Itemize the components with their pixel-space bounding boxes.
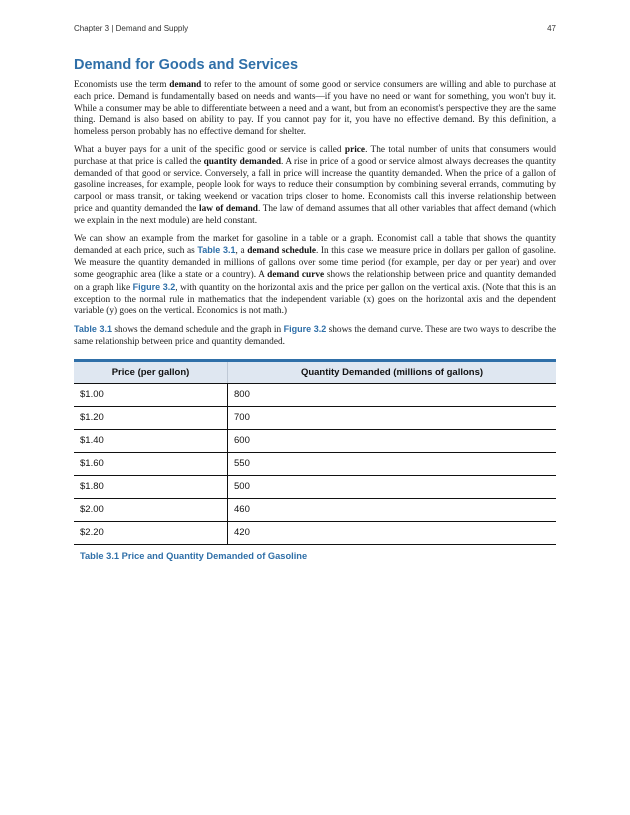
- chapter-label: Chapter 3 | Demand and Supply: [74, 24, 189, 33]
- table-row: [74, 475, 556, 498]
- term-price: price: [344, 144, 366, 155]
- quantity-cell: 420: [228, 521, 557, 544]
- link-table-3-1[interactable]: Table 3.1: [74, 324, 112, 335]
- column-header-quantity: Quantity Demanded (millions of gallons): [228, 360, 557, 383]
- paragraph-price-law-of-demand: [74, 145, 556, 228]
- table-row: [74, 498, 556, 521]
- paragraph-demand-definition: [74, 80, 556, 139]
- quantity-cell: 800: [228, 383, 557, 406]
- term-law-of-demand: law of demand: [199, 203, 258, 214]
- link-table-3-1[interactable]: Table 3.1: [197, 245, 236, 256]
- price-cell: $1.00: [74, 383, 228, 406]
- quantity-cell: 500: [228, 475, 557, 498]
- price-cell: $2.00: [74, 498, 228, 521]
- table-caption: Table 3.1 Price and Quantity Demanded of Gasoline: [80, 550, 308, 561]
- price-cell: $1.40: [74, 429, 228, 452]
- quantity-cell: 460: [228, 498, 557, 521]
- quantity-cell: 700: [228, 406, 557, 429]
- text-run: shows the demand curve. These are two ways to describe the same relationship between price and quantity demanded.: [74, 325, 556, 347]
- term-quantity-demanded: quantity demanded: [203, 156, 282, 167]
- term-demand-schedule: demand schedule: [247, 246, 316, 257]
- price-cell: $2.20: [74, 521, 228, 544]
- quantity-cell: 550: [228, 452, 557, 475]
- text-run: shows the demand schedule and the graph in: [111, 325, 284, 336]
- text-run: . The total number of units that consumers would purchase at that price is called the: [74, 144, 557, 167]
- column-header-price: Price (per gallon): [74, 360, 228, 383]
- table-row: [74, 452, 556, 475]
- running-head: [74, 24, 556, 38]
- text-run: We can show an example from the market for gasoline in a table or a graph. Economist call a table that shows the quantity demanded at each price, such as: [74, 233, 556, 257]
- term-demand: demand: [169, 80, 202, 90]
- demand-schedule-table: [74, 359, 556, 545]
- text-run: . The law of demand assumes that all other variables that affect demand (which we explain in the next module) are held constant.: [74, 203, 556, 226]
- page-number: 47: [547, 24, 556, 33]
- main-content: [74, 56, 556, 561]
- text-run: Economists use the term: [74, 80, 170, 90]
- table-row: [74, 406, 556, 429]
- text-run: . In this case we measure price in dollars per gallon of gasoline. We measure the quantity demanded in millions of gallons over some time period (for example, per day or per year) and over some geographic area (like a state or a country). A: [74, 246, 556, 280]
- table-header-row: [74, 360, 556, 383]
- text-run: , with quantity on the horizontal axis and the price per gallon on the vertical axis. (Note that this is an exception to the normal rule in mathematics that the independent variable (x) goes on the horizontal axis and the dependent variable (y) goes on the vertical. Economics is not math.): [74, 282, 556, 317]
- text-run: shows the relationship between price and quantity demanded on a graph like: [74, 269, 556, 293]
- table-row: [74, 383, 556, 406]
- price-cell: $1.20: [74, 406, 228, 429]
- table-row: [74, 429, 556, 452]
- text-run: What a buyer pays for a unit of the specific good or service is called: [74, 144, 345, 155]
- text-run: , a: [235, 246, 248, 257]
- quantity-cell: 600: [228, 429, 557, 452]
- section-title: Demand for Goods and Services: [74, 57, 299, 73]
- text-run: to refer to the amount of some good or service consumers are willing and able to purchase at each price. Demand is fundamentally based on needs and wants—if you have no need or want for something, you won't buy it. While a consumer may be able to differentiate between a need and a want, but from an economist's perspective they are the same thing. Demand is also based on ability to pay. If you cannot pay for it, you have no effective demand. By this definition, a homeless person probably has no effective demand for shelter.: [74, 80, 556, 138]
- price-cell: $1.80: [74, 475, 228, 498]
- paragraph-demand-schedule: [74, 234, 556, 319]
- link-figure-3-2[interactable]: Figure 3.2: [283, 324, 327, 335]
- term-demand-curve: demand curve: [267, 269, 325, 280]
- text-run: . A rise in price of a good or service almost always decreases the quantity demanded of that good or service. Conversely, a fall in price will increase the quantity demanded. When the price of a gallon of gasoline increases, for example, people look for ways to reduce their consumption by combining several errands, commuting by carpool or mass transit, or taking weekend or vacation trips closer to home. Economists call this inverse relationship between price and quantity demanded the: [74, 156, 556, 214]
- table-row: [74, 521, 556, 544]
- price-cell: $1.60: [74, 452, 228, 475]
- link-figure-3-2[interactable]: Figure 3.2: [132, 281, 176, 292]
- paragraph-table-figure-intro: [74, 324, 556, 349]
